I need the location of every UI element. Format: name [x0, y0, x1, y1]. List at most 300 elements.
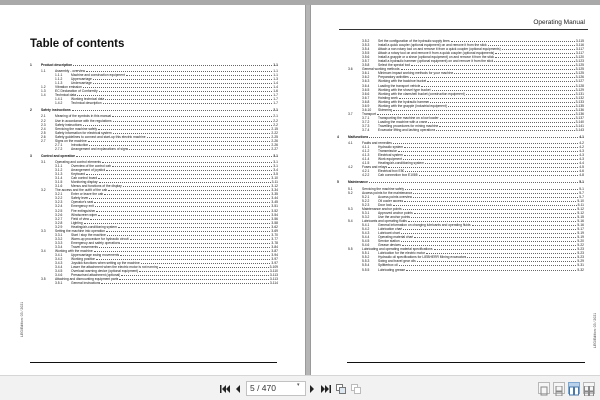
toc-entry-page: 3-12: [271, 184, 278, 189]
toc-entry-number: 5.3: [348, 206, 353, 211]
toc-entry-number: 2.6: [41, 134, 46, 139]
toc-entry-number: 3.1.6: [55, 184, 63, 189]
toc-entry-page: 2-2: [273, 118, 278, 123]
toc-entry-number: 4.2.2: [362, 173, 370, 178]
toc-dot-leader: [98, 213, 270, 216]
toc-dot-leader: [502, 48, 575, 51]
toc-dot-leader: [99, 181, 271, 184]
toc-dot-leader: [129, 147, 270, 150]
toc-dot-leader: [103, 102, 273, 105]
toc-entry-number: 5.5.4: [362, 263, 370, 268]
toc-entry-number: 3.2.9: [55, 224, 63, 229]
toc-dot-leader: [402, 244, 576, 247]
toc-entry-number: 1.1.3: [55, 81, 63, 86]
single-page-icon: [539, 386, 549, 396]
toc-entry-title: Servicing the machine safely: [362, 186, 404, 191]
toc-entry-number: 3.2.2: [55, 196, 63, 201]
toc-entry-page: 3-69: [271, 228, 278, 233]
toc-entry-number: 4.2.1: [362, 169, 370, 174]
toc-entry-page: 3-110: [269, 269, 278, 274]
toc-entry-number: 4.1.3: [362, 153, 370, 158]
paste-page-icon: [351, 384, 361, 394]
toc-entry-page: 5-16: [577, 218, 584, 223]
toc-entry-page: 1-1: [273, 62, 278, 67]
toc-dot-leader: [393, 142, 578, 145]
toc-entry-title: Preparatory activities: [378, 75, 409, 80]
toc-dot-leader: [106, 229, 270, 232]
toc-entry-page: 5-11: [577, 202, 584, 207]
toc-entry-number: 3.4.4: [55, 265, 63, 270]
toc-entry-number: 3.5.2: [362, 39, 370, 43]
toc-entry-number: 3.6.10: [362, 107, 372, 112]
toc-dot-leader: [126, 74, 272, 77]
last-page-icon: [321, 385, 331, 393]
toc-entry-number: 3.6.7: [362, 95, 370, 100]
toc-entry-page: 1-7: [273, 101, 278, 106]
toc-entry-page: 3-114: [269, 281, 278, 286]
toc-entry-page: 5-29: [577, 259, 584, 264]
paste-page-button[interactable]: [350, 382, 362, 395]
view-two-page-button[interactable]: [568, 382, 580, 394]
toc-entry-page: 3-116: [575, 43, 584, 48]
toc-entry-title: Work equipment: [378, 157, 402, 162]
toc-dot-leader: [95, 205, 271, 208]
toc-entry-page: 1-6: [273, 89, 278, 94]
toc-entry-page: 5-23: [577, 247, 584, 252]
toc-dot-leader: [104, 193, 270, 196]
last-page-button[interactable]: [320, 382, 332, 395]
toc-entry-page: 3-52: [271, 208, 278, 213]
toc-entry-title: Fuses and relays: [362, 165, 388, 170]
toc-entry-page: 5-7: [579, 190, 584, 195]
toc-dot-leader: [112, 115, 272, 118]
toc-entry-title: Operator's seat: [71, 200, 94, 205]
toc-entry-number: 3.6.5: [362, 87, 370, 92]
toc-dot-leader: [90, 217, 270, 220]
toc-entry-title: Transmission: [378, 149, 398, 154]
toc-entry-number: 4.1.1: [362, 145, 370, 150]
toc-entry-title: Loading the transport vehicle: [378, 83, 421, 88]
header-rule: [339, 29, 588, 30]
toc-entry-page: 5-19: [577, 231, 584, 236]
toc-dot-leader: [495, 56, 575, 59]
toc-entry-title: Control and operation: [41, 153, 76, 158]
toc-entry-number: 3.2.5: [55, 208, 63, 213]
toc-entry-title: General information on changing lubricants and operating fluids: [378, 222, 471, 227]
toc-dot-leader: [425, 162, 578, 165]
toc-entry-number: 3.1.2: [55, 168, 63, 173]
toc-entry-page: 3-34: [271, 188, 278, 193]
toc-entry-number: 1.2: [41, 85, 46, 90]
toc-dot-leader: [159, 266, 268, 269]
toc-entry-page: 3-62: [271, 224, 278, 229]
toc-entry-title: Install a hydraulic hammer (optional equipment) on and remove it from the stick: [378, 59, 494, 64]
toc-entry-page: 3-125: [575, 71, 584, 76]
toc-dot-leader: [426, 252, 576, 255]
toc-dot-leader: [428, 120, 574, 123]
toc-dot-leader: [406, 268, 576, 271]
toc-entry-number: 3.7.1: [362, 115, 370, 120]
toc-entry-title: Maintenance: [348, 180, 368, 185]
copy-page-button[interactable]: [335, 382, 347, 395]
toc-entry-page: 5-17: [577, 227, 584, 232]
toc-entry-number: 3.5.6: [362, 55, 370, 60]
page-dropdown-toggle[interactable]: ▾: [297, 382, 300, 388]
toc-entry-number: 2.1: [41, 114, 46, 119]
toc-entry[interactable]: [30, 281, 278, 285]
left-page[interactable]: [0, 5, 305, 375]
toc-entry-title: Warm-up procedure for hydraulic circuit: [71, 236, 129, 241]
toc-entry-number: 4: [337, 134, 339, 139]
toc-entry-page: 3-131: [575, 91, 584, 96]
toc-dot-leader: [439, 124, 574, 127]
toc-entry-page: 3-136: [575, 111, 584, 116]
toc-dot-leader: [432, 88, 575, 91]
toc-entry-number: 3.2.6: [55, 212, 63, 217]
toc-entry-title: Transport: [362, 111, 376, 116]
toc-entry[interactable]: [30, 101, 278, 105]
toc-dot-leader: [147, 135, 271, 138]
toc-entry-page: 3-120: [575, 55, 584, 60]
toc-dot-leader: [448, 104, 575, 107]
toc-entry-page: 4-1: [579, 134, 584, 139]
toc-entry-title: Operating and control elements: [55, 159, 102, 164]
toc-dot-leader: [488, 44, 575, 47]
toc-dot-leader: [96, 209, 270, 212]
toc-dot-leader: [403, 228, 576, 231]
toc-entry-number: 4.1.4: [362, 157, 370, 162]
toc-entry-number: 3.6.4: [362, 83, 370, 88]
toc-entry-title: Product description: [41, 62, 73, 67]
toc-entry-number: 3.6.2: [362, 75, 370, 80]
toc-entry-title: Servicing the machine safely: [55, 126, 97, 131]
toc-entry-page: 1-4: [273, 85, 278, 90]
toc-entry-title: Working position: [71, 257, 96, 262]
toc-entry-page: 3-11: [271, 180, 278, 185]
toc-entry-title: Attach a rotary tool on and remove it from a quick coupler (optional equipments): [378, 51, 495, 56]
toc-entry[interactable]: [337, 268, 584, 272]
toc-entry-page: 4-3: [579, 153, 584, 158]
toc-entry-number: 3.5.7: [362, 59, 370, 64]
toc-dot-leader: [411, 215, 576, 218]
toc-entry-page: 1-7: [273, 97, 278, 102]
toc-entry[interactable]: [337, 135, 584, 139]
toc-entry[interactable]: [337, 180, 584, 184]
toc-dot-leader: [393, 203, 577, 206]
toc-entry-page: 3-97: [271, 257, 278, 262]
toc-entry-number: 4.1.5: [362, 161, 370, 166]
toc-entry-number: 1: [30, 62, 32, 67]
toc-entry-number: 3.3.3: [55, 240, 63, 245]
toc-dot-leader: [467, 256, 576, 259]
page-number-input[interactable]: 5 / 470: [246, 381, 306, 396]
toc-entry-number: 3.1.4: [55, 176, 63, 181]
toc-entry-title: Heating/air-conditioning system: [71, 224, 117, 229]
toc-entry-number: 3.1.3: [55, 172, 63, 177]
toc-entry-page: 3-133: [575, 99, 584, 104]
previous-page-button[interactable]: [233, 382, 243, 395]
toc-entry-number: 3.2.3: [55, 200, 63, 205]
toc-entry-page: 3-143: [575, 128, 584, 133]
toc-entry-page: 3-5: [273, 172, 278, 177]
toc-entry-page: 4-5: [579, 165, 584, 170]
toc-entry-number: 3.7.3: [362, 123, 370, 128]
toc-entry-title: Fire extinguisher: [71, 208, 96, 213]
toc-entry-number: 5.4.5: [362, 239, 370, 244]
toc-dot-leader: [377, 112, 575, 115]
toc-entry-page: 3-125: [575, 67, 584, 72]
toc-dot-leader: [411, 64, 574, 67]
toc-entry-title: Skimming: [378, 107, 393, 112]
toc-entry-title: Excavator lifting and lashing operations: [378, 128, 436, 133]
toc-entry-number: 5.4: [348, 218, 353, 223]
toc-entry-number: 3: [30, 153, 32, 158]
toc-entry-number: 2: [30, 108, 32, 113]
toc-dot-leader: [106, 169, 272, 172]
toc-entry-number: 5.4.6: [362, 243, 370, 248]
toc-dot-leader: [112, 164, 272, 167]
copy-page-icon: [336, 384, 346, 394]
toc-entry-page: 2-1: [273, 108, 278, 113]
toc-entry-title: Loading the machine with a crane: [378, 119, 428, 124]
toc-dot-leader: [86, 173, 272, 176]
first-page-button[interactable]: [219, 382, 231, 395]
toc-entry-page: 3-115: [575, 39, 584, 43]
toc-entry-title: Safety lever: [71, 196, 89, 201]
toc-entry-page: 3-126: [575, 75, 584, 80]
toc-entry-title: Uppercarriage swing movements: [71, 253, 120, 258]
toc-entry-title: Electrical box E50: [378, 169, 405, 174]
toc-entry-title: Install a grapple or a shear (optional equipment) on and remove it from the stick: [378, 55, 495, 60]
toc-entry-page: 1-1: [273, 73, 278, 78]
toc-entry-title: Heating/air-conditioning system: [378, 161, 424, 166]
toc-entry-title: Lubricating and operating material specifications: [362, 247, 433, 252]
toc-entry-page: 5-7: [579, 194, 584, 199]
toc-entry-title: Approved anchor points: [378, 210, 413, 215]
toc-dot-leader: [98, 177, 270, 180]
toc-entry-number: 2.3: [41, 122, 46, 127]
toc-entry-page: 3-136: [575, 107, 584, 112]
toc-entry-page: 5-31: [577, 263, 584, 268]
toc-dot-leader: [401, 68, 575, 71]
view-single-page-button[interactable]: [538, 382, 550, 394]
toc-entry-title: Lubrication chart: [378, 227, 403, 232]
toc-entry[interactable]: [30, 147, 278, 151]
toc-entry-title: Service station: [378, 239, 400, 244]
toc-entry-title: Oil cooler access: [378, 198, 404, 203]
toc-entry-page: 3-87: [271, 248, 278, 253]
toc-entry-title: Travelling procedures for mining machine: [378, 123, 439, 128]
toc-entry-number: 3.5.1: [55, 281, 63, 286]
toc-entry-title: Hydraulic oil specifications for LIEBHERR Mining excavators: [378, 255, 467, 260]
bottom-toolbar: [0, 375, 600, 400]
toc-entry-page: 3-129: [575, 87, 584, 92]
toc-dot-leader: [86, 70, 272, 73]
toc-entry-number: 3.1: [41, 159, 46, 164]
toc-entry-title: Travel movements: [71, 244, 98, 249]
toc-entry-page: 3-77: [271, 236, 278, 241]
toc-entry-title: Access points overview: [378, 194, 413, 199]
toc-entry-title: Use in accordance with the regulations: [55, 118, 112, 123]
toc-entry-number: 5.5.1: [362, 251, 370, 256]
toc-entry-page: 3-135: [575, 103, 584, 108]
toc-entry-page: 3-125: [575, 63, 584, 68]
toc-entry-number: 3.2.7: [55, 216, 63, 221]
footer-rule: [30, 362, 277, 363]
continuous-page-icon: [554, 386, 564, 396]
toc-entry-title: Hoisting work: [378, 95, 398, 100]
toc-dot-leader: [94, 201, 270, 204]
toc-entry-number: 3.5.3: [362, 43, 370, 48]
footer-rule: [347, 362, 585, 363]
toc-dot-leader: [121, 274, 269, 277]
toc-entry-title: The access and the outfit of the cab: [55, 188, 108, 193]
toc-entry-page: 2-15: [271, 126, 278, 131]
toc-entry-title: Access points for the maintenance: [362, 190, 413, 195]
toc-entry-number: 3.6: [348, 67, 353, 72]
toc-dot-leader: [399, 96, 575, 99]
toc-entry-page: 5-23: [577, 251, 584, 256]
toc-dot-leader: [118, 225, 270, 228]
toc-entry-number: 3.3.4: [55, 244, 63, 249]
toc-entry-title: Lubricant chart: [378, 231, 400, 236]
toc-entry-page: 4-4: [579, 161, 584, 166]
toc-dot-leader: [413, 195, 578, 198]
toc-dot-leader: [141, 262, 271, 265]
toc-entry-number: 3.5.4: [362, 47, 370, 52]
toc-entry-title: Cab connection box E1085: [378, 173, 418, 178]
toc-entry[interactable]: [337, 173, 584, 177]
toc-entry-number: 1.1.1: [55, 73, 63, 78]
toc-dot-leader: [434, 248, 577, 251]
toc-entry-title: Use the anchor points: [378, 214, 411, 219]
toc-entry-title: Lubrication for the electric motor: [378, 251, 426, 256]
toc-entry-number: 1.4.2: [55, 101, 63, 106]
toc-entry-page: 4-3: [579, 149, 584, 154]
toc-dot-leader: [398, 150, 578, 153]
toc-entry-number: 5.4.1: [362, 222, 370, 227]
toc-entry-title: General instructions: [71, 281, 101, 286]
toc-entry-number: 2.2: [41, 118, 46, 123]
toc-entry-number: 3.6.8: [362, 99, 370, 104]
toc-dot-leader: [94, 249, 271, 252]
toc-entry-title: Meaning of the symbols in this manual: [55, 114, 112, 119]
toc-dot-leader: [405, 187, 578, 190]
toc-entry-title: Start / stop the machine: [71, 232, 106, 237]
toc-entry-page: 5-1: [579, 180, 584, 185]
toc-dot-leader: [404, 199, 576, 202]
toc-entry-title: Joystick functions when setting up the machine: [71, 261, 140, 266]
toc-entry-number: 5.4.3: [362, 231, 370, 236]
toc-entry-page: 3-84: [271, 244, 278, 249]
toc-entry-title: Safety information for electrical system: [55, 130, 112, 135]
toc-entry-number: 3.4.6: [55, 273, 63, 278]
toc-entry-title: Minimum impact working methods for your machine: [378, 71, 454, 76]
toc-entry-page: 5-16: [577, 222, 584, 227]
toc-entry-number: 4.1: [348, 141, 353, 146]
toc-entry-number: 2.7.2: [55, 146, 63, 151]
toc-entry-number: 3.2.4: [55, 204, 63, 209]
toc-entry[interactable]: [30, 108, 278, 112]
toc-dot-leader: [93, 78, 272, 81]
toc-entry[interactable]: [30, 154, 278, 158]
toc-dot-leader: [84, 221, 271, 224]
toc-entry-title: Maintenance anchor points: [362, 206, 402, 211]
toc-dot-leader: [408, 219, 576, 222]
toc-entry-page: 2-26: [271, 138, 278, 143]
two-page-icon: [569, 386, 579, 396]
toc-entry-number: 3.4.2: [55, 257, 63, 262]
toc-entry-page: 3-113: [269, 277, 278, 282]
toc-entry-page: 5-1: [579, 186, 584, 191]
toc-entry-title: Working with the clamshell bucket (construction equipment): [378, 91, 465, 96]
toc-entry-number: 5.5.2: [362, 255, 370, 260]
next-page-button[interactable]: [307, 382, 317, 395]
toc-entry-title: Malfunctions: [348, 134, 369, 139]
toc-dot-leader: [77, 94, 272, 97]
toc-dot-leader: [98, 127, 270, 130]
toc-entry-number: 5.5.5: [362, 267, 370, 272]
toc-dot-leader: [72, 109, 273, 112]
toc-entry-page: 3-109: [269, 265, 278, 270]
toc-dot-leader: [410, 76, 575, 79]
toc-entry-number: 3.3: [41, 228, 46, 233]
toc-dot-leader: [113, 131, 271, 134]
toc-dot-leader: [401, 240, 577, 243]
toc-entry-page: 2-1: [273, 114, 278, 119]
toc-entry-page: 3-10: [271, 176, 278, 181]
toc-entry-title: Emergency exit: [71, 204, 94, 209]
toc-entry-number: 3.6.9: [362, 103, 370, 108]
toc-entry-page: 1-3: [273, 77, 278, 82]
toc-entry-title: Setting the machine into operation: [55, 228, 106, 233]
toc-entry[interactable]: [30, 63, 278, 67]
toc-entry-title: Working with the grapple (industrial equipment): [378, 103, 447, 108]
toc-entry-page: 2-27: [271, 146, 278, 151]
toc-entry-title: Attaching and dismounting equipment parts: [55, 277, 119, 282]
toc-entry-number: 3.3.2: [55, 236, 63, 241]
toc-entry-title: Hydraulic system: [378, 145, 404, 150]
toc-entry-page: 3-51: [271, 204, 278, 209]
toc-dot-leader: [99, 245, 270, 248]
toc-dot-leader: [421, 84, 574, 87]
toc-entry-number: 3.1.1: [55, 163, 63, 168]
toc-entry-number: 2.5: [41, 130, 46, 135]
toc-entry-number: 3.3.1: [55, 232, 63, 237]
toc-entry-title: General working methods: [362, 67, 400, 72]
toc-dot-leader: [101, 282, 268, 285]
toc-entry-title: Arrangement and explanations of signs: [71, 146, 129, 151]
toc-entry-number: 3.2.8: [55, 220, 63, 225]
toc-dot-leader: [401, 232, 577, 235]
toc-entry-title: Safety instructions: [55, 122, 82, 127]
toc-entry-page: 1-7: [273, 93, 278, 98]
table-of-contents-left: [30, 60, 278, 285]
toc-entry-number: 5.4.4: [362, 235, 370, 240]
view-two-page-continuous-button[interactable]: [583, 382, 595, 394]
toc-entry-number: 4.2: [348, 165, 353, 170]
toc-entry-title: Working technical data: [71, 97, 105, 102]
toc-entry-page: 3-127: [575, 79, 584, 84]
toc-dot-leader: [414, 211, 577, 214]
toc-entry[interactable]: [337, 128, 584, 132]
edition-label: LEG/Edition: 03 / 2021: [593, 312, 597, 348]
toc-entry-page: 3-1: [273, 153, 278, 158]
edition-label: LEG/Edition: 03 / 2021: [20, 301, 24, 337]
view-continuous-button[interactable]: [553, 382, 565, 394]
toc-entry-title: Operating material chart: [378, 235, 414, 240]
right-page[interactable]: [311, 5, 600, 375]
